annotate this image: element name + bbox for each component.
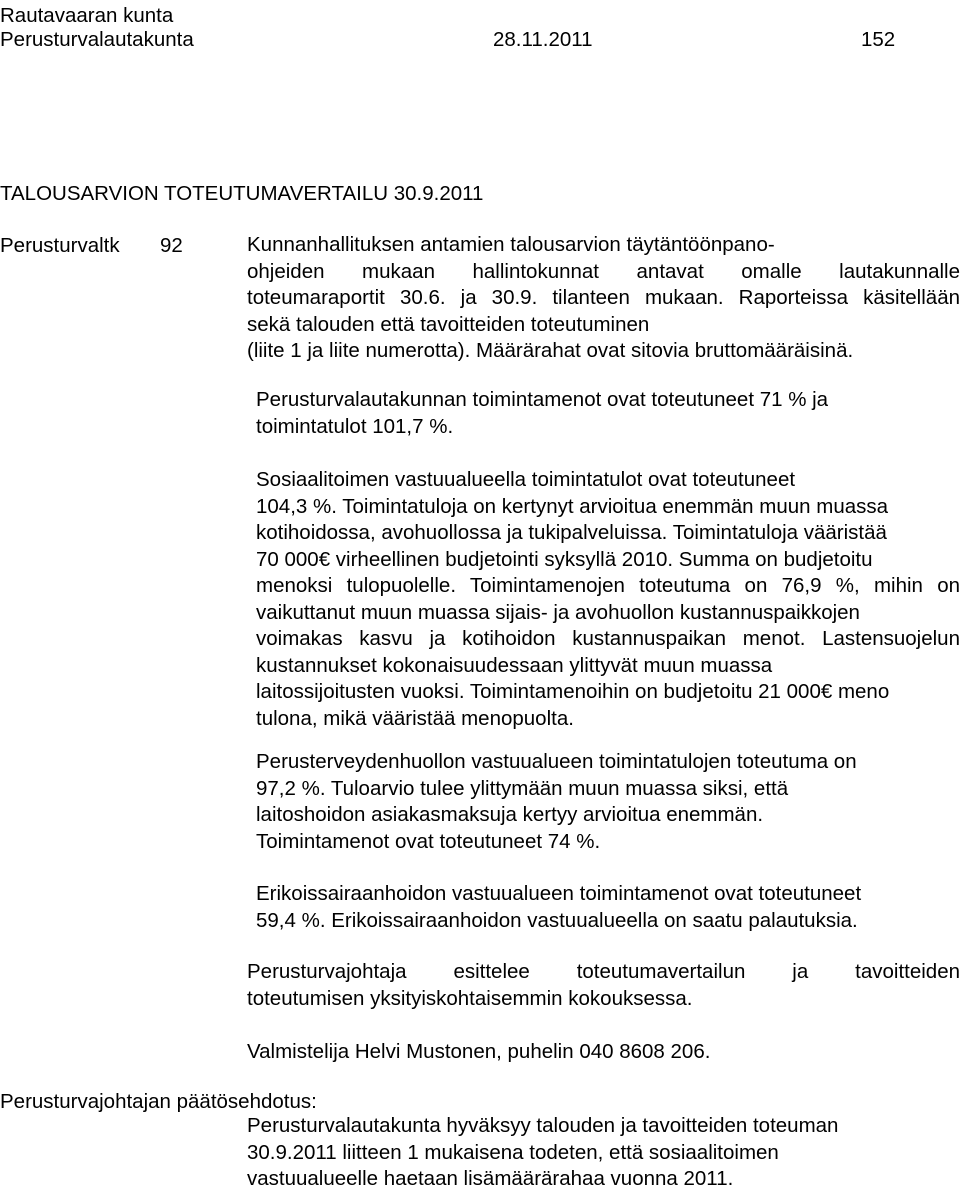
text-line: vastuualueelle haetaan lisämäärärahaa vuonna 2011.: [247, 1167, 734, 1190]
text-line: Erikoissairaanhoidon vastuualueen toimintamenot ovat toteutuneet: [256, 882, 862, 905]
proposal-label: Perusturvajohtajan päätösehdotus:: [0, 1090, 317, 1113]
text-line: ohjeiden mukaan hallintokunnat antavat omalle lautakunnalle: [247, 259, 960, 283]
text-line: Perusturvalautakunnan toimintamenot ovat toteutuneet 71 % ja: [256, 388, 829, 411]
social-services-paragraph: [256, 467, 960, 732]
text-line: 59,4 %. Erikoissairaanhoidon vastuualueella on saatu palautuksia.: [256, 908, 858, 932]
text-line: toimintatulot 101,7 %.: [256, 414, 454, 438]
board-name: Perusturvalautakunta: [0, 28, 194, 51]
proposal-paragraph: [247, 1113, 960, 1193]
primary-health-paragraph: [256, 749, 936, 855]
municipality-name: Rautavaaran kunta: [0, 4, 174, 27]
preparer-line: Valmistelija Helvi Mustonen, puhelin 040 8608 206.: [247, 1040, 711, 1063]
text-line: voimakas kasvu ja kotihoidon kustannuspaikan menot. Lastensuojelun: [256, 627, 960, 650]
text-line: 70 000€ virheellinen budjetointi syksyllä 2010. Summa on budjetoitu: [256, 547, 873, 571]
text-line: laitossijoitusten vuoksi. Toimintamenoihin on budjetoitu 21 000€ meno: [256, 680, 890, 703]
text-line: Sosiaalitoimen vastuualueella toimintatulot ovat toteutuneet: [256, 468, 796, 491]
text-line: tulona, mikä vääristää menopuolta.: [256, 706, 574, 730]
header-date: 28.11.2011: [493, 28, 593, 51]
text-line: (liite 1 ja liite numerotta). Määrärahat ovat sitovia bruttomääräisinä.: [247, 339, 854, 362]
text-line: toteutumisen yksityiskohtaisemmin kokouksessa.: [247, 986, 693, 1010]
text-line: Perusturvajohtaja esittelee toteutumavertailun ja tavoitteiden: [247, 960, 960, 983]
document-title: TALOUSARVION TOTEUTUMAVERTAILU 30.9.2011: [0, 182, 484, 205]
text-line: Kunnanhallituksen antamien talousarvion täytäntöönpano-: [247, 233, 775, 256]
text-line: toteumaraportit 30.6. ja 30.9. tilanteen mukaan. Raporteissa käsitellään: [247, 286, 960, 309]
text-line: vaikuttanut muun muassa sijais- ja avohuollon kustannuspaikkojen: [256, 600, 860, 624]
page-number: 152: [861, 28, 896, 51]
director-paragraph: [247, 959, 960, 1012]
text-line: Perusturvalautakunta hyväksyy talouden ja tavoitteiden toteuman: [247, 1114, 839, 1137]
section-label: Perusturvaltk: [0, 234, 120, 257]
text-line: 97,2 %. Tuloarvio tulee ylittymään muun muassa siksi, että: [256, 776, 789, 800]
text-line: laitoshoidon asiakasmaksuja kertyy arvioitua enemmän.: [256, 803, 764, 826]
text-line: menoksi tulopuolelle. Toimintamenojen toteutuma on 76,9 %, mihin on: [256, 574, 960, 597]
text-line: Perusterveydenhuollon vastuualueen toimintatulojen toteutuma on: [256, 750, 857, 773]
text-line: kotihoidossa, avohuollossa ja tukipalveluissa. Toimintatuloja vääristää: [256, 521, 887, 544]
text-line: sekä talouden että tavoitteiden toteutuminen: [247, 312, 650, 336]
text-line: kustannukset kokonaisuudessaan ylittyvät muun muassa: [256, 653, 773, 677]
text-line: 30.9.2011 liitteen 1 mukaisena todeten, että sosiaalitoimen: [247, 1140, 779, 1164]
section-number: 92: [160, 234, 183, 257]
text-line: Toimintamenot ovat toteutuneet 74 %.: [256, 829, 601, 853]
intro-paragraph: [247, 232, 960, 365]
board-totals-paragraph: [256, 387, 936, 440]
text-line: 104,3 %. Toimintatuloja on kertynyt arvioitua enemmän muun muassa: [256, 494, 889, 518]
specialist-care-paragraph: [256, 881, 936, 934]
